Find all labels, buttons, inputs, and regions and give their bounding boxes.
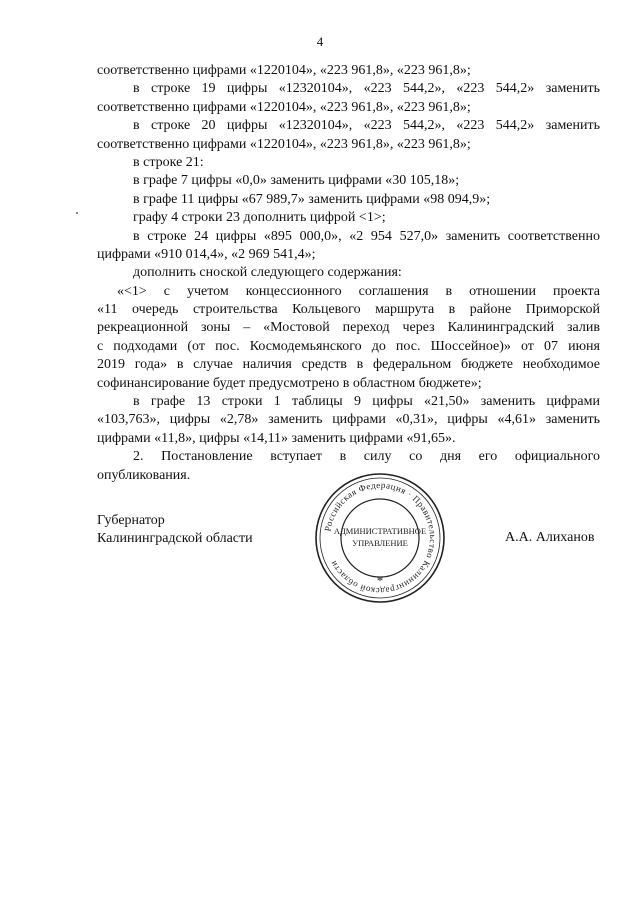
seal-center-line2: УПРАВЛЕНИЕ	[352, 538, 408, 548]
text-line: опубликования.	[97, 467, 191, 483]
text-line: в графе 7 цифры «0,0» заменить цифрами «30 105,18»;	[133, 173, 460, 189]
text-line: соответственно цифрами «1220104», «223 961,8», «223 961,8»;	[97, 99, 471, 115]
text-line: в строке 19 цифры «12320104», «223 544,2», «223 544,2» заменить	[133, 81, 600, 97]
text-line: цифрами «910 014,4», «2 969 541,4»;	[97, 246, 316, 262]
seal-star: *	[376, 573, 384, 588]
text-line: в графе 11 цифры «67 989,7» заменить цифрами «98 094,9»;	[133, 191, 491, 207]
text-line: графу 4 строки 23 дополнить цифрой <1>;	[133, 210, 386, 226]
text-line: софинансирование будет предусмотрено в областном бюджете»;	[97, 375, 482, 391]
text-line: в строке 20 цифры «12320104», «223 544,2», «223 544,2» заменить	[133, 118, 600, 134]
text-line: 2. Постановление вступает в силу со дня его официального	[133, 449, 600, 465]
text-line: соответственно цифрами «1220104», «223 961,8», «223 961,8»;	[97, 136, 471, 152]
text-line: цифрами «11,8», цифры «14,11» заменить цифрами «91,65».	[97, 430, 456, 446]
text-line: дополнить сноской следующего содержания:	[133, 265, 402, 281]
signatory-title-line2: Калининградской области	[97, 531, 253, 546]
signatory-name: А.А. Алиханов	[505, 530, 595, 545]
page-number: 4	[316, 34, 324, 49]
text-line: рекреационной зоны – «Мостовой переход через Калининградский залив	[97, 320, 600, 336]
text-line: «<1> с учетом концессионного соглашения в отношении проекта	[117, 283, 600, 299]
official-seal	[310, 468, 450, 613]
text-line: «11 очередь строительства Кольцевого маршрута в районе Приморской	[97, 302, 600, 318]
signatory-title-line1: Губернатор	[97, 513, 165, 528]
seal-center-line1: АДМИНИСТРАТИВНОЕ	[333, 526, 427, 536]
text-line: 2019 года» в случае наличия средств в федеральном бюджете необходимое	[97, 357, 600, 373]
text-line: «103,763», цифры «2,78» заменить цифрами «0,31», цифры «4,61» заменить	[97, 412, 600, 428]
text-line: в графе 13 строки 1 таблицы 9 цифры «21,50» заменить цифрами	[133, 394, 600, 410]
margin-mark	[76, 212, 78, 214]
text-line: с подходами (от пос. Космодемьянского до пос. Шоссейное)» от 07 июня	[97, 338, 600, 354]
document-body	[97, 62, 600, 485]
text-line: в строке 21:	[133, 154, 204, 170]
seal-stamp	[310, 468, 450, 608]
signatory-title	[97, 512, 253, 548]
text-line: соответственно цифрами «1220104», «223 961,8», «223 961,8»;	[97, 63, 471, 78]
text-line: в строке 24 цифры «895 000,0», «2 954 527,0» заменить соответственно	[133, 228, 600, 244]
seal-ring-text: Российская Федерация · Правительство Калининградской области	[322, 479, 439, 597]
